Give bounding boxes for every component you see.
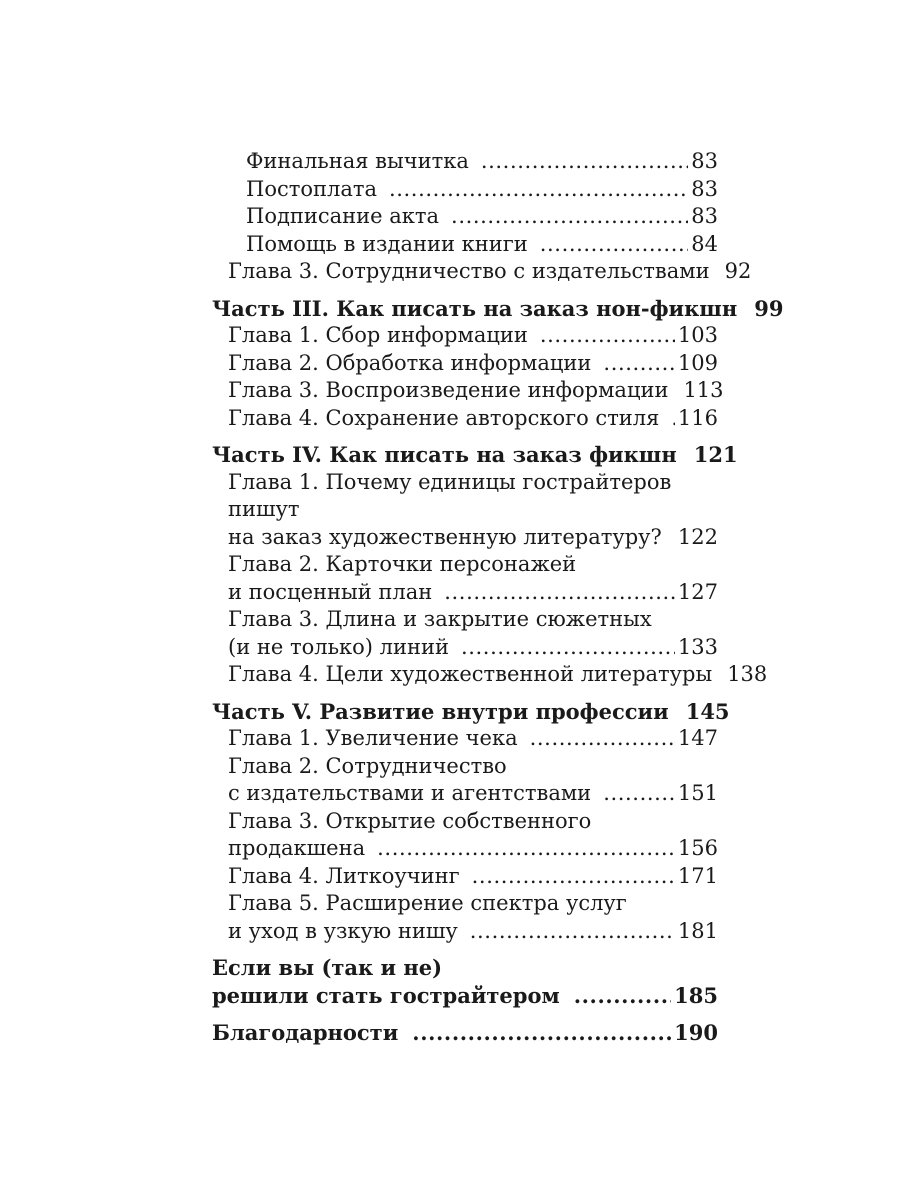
dot-leader bbox=[674, 524, 675, 552]
toc-line bbox=[228, 405, 718, 433]
dot-leader bbox=[574, 982, 671, 1010]
toc-entry-title: Подписание акта bbox=[246, 204, 440, 228]
toc-page-number: 113 bbox=[683, 378, 724, 402]
toc-entry-title: Глава 3. Воспроизведение информации bbox=[228, 378, 669, 402]
toc-line bbox=[212, 441, 738, 469]
toc-page-number: 151 bbox=[677, 781, 718, 805]
toc-page-number: 190 bbox=[674, 1020, 718, 1045]
toc-line: Глава 5. Расширение спектра услуг bbox=[228, 891, 627, 915]
toc-line bbox=[212, 295, 784, 323]
toc-page-number: 84 bbox=[691, 231, 718, 256]
toc-entry-postpay[interactable] bbox=[212, 176, 718, 204]
toc-entry-title: Помощь в издании книги bbox=[246, 231, 528, 256]
toc-entry-part-5[interactable] bbox=[212, 698, 730, 726]
toc-entry-title: и посценный план bbox=[228, 579, 433, 604]
toc-page-number: 181 bbox=[677, 918, 718, 943]
dot-leader bbox=[444, 579, 675, 607]
dot-leader bbox=[530, 725, 675, 753]
toc-entry-chapter-own-production[interactable] bbox=[212, 808, 718, 863]
toc-entry-title: решили стать гострайтером bbox=[212, 982, 560, 1008]
toc-entry-chapter-character-cards[interactable] bbox=[212, 551, 718, 606]
dot-leader bbox=[412, 1019, 671, 1047]
toc-entry-chapter-niche[interactable] bbox=[212, 890, 718, 945]
toc-line: Глава 3. Открытие собственного bbox=[228, 808, 592, 833]
toc-entry-publishing-help[interactable] bbox=[212, 231, 718, 259]
toc-page-number: 138 bbox=[727, 662, 768, 686]
table-of-contents bbox=[212, 148, 784, 1047]
toc-page-number: 103 bbox=[677, 323, 718, 347]
dot-leader bbox=[470, 918, 675, 946]
toc-entry-title: (и не только) линий bbox=[228, 634, 449, 659]
toc-entry-title: с издательствами и агентствами bbox=[228, 781, 592, 805]
toc-entry-title: Глава 2. Обработка информации bbox=[228, 350, 592, 375]
toc-entry-chapter-lit-coaching[interactable] bbox=[212, 863, 718, 891]
toc-page-number: 133 bbox=[677, 634, 718, 659]
toc-entry-title: Глава 4. Сохранение авторского стиля bbox=[228, 405, 660, 430]
toc-entry-epilogue[interactable] bbox=[212, 954, 718, 1009]
toc-line bbox=[212, 698, 730, 726]
toc-line bbox=[228, 661, 768, 689]
toc-page-number: 122 bbox=[677, 524, 718, 549]
dot-leader bbox=[472, 863, 675, 891]
toc-page-number: 99 bbox=[754, 295, 784, 321]
dot-leader bbox=[603, 350, 674, 378]
toc-line bbox=[246, 176, 718, 204]
toc-line: Если вы (так и не) bbox=[212, 955, 443, 980]
dot-leader bbox=[389, 176, 688, 204]
toc-page-number: 147 bbox=[677, 726, 718, 750]
dot-leader bbox=[461, 634, 675, 662]
toc-line bbox=[212, 1019, 718, 1047]
toc-line bbox=[246, 231, 718, 259]
toc-entry-title: Глава 3. Сотрудничество с издательствами bbox=[228, 259, 710, 283]
toc-line: Глава 2. Сотрудничество bbox=[228, 753, 507, 778]
toc-entry-chapter-fiction-goals[interactable] bbox=[212, 661, 768, 689]
toc-entry-title: Финальная вычитка bbox=[246, 149, 469, 173]
toc-entry-title: Часть V. Развитие внутри профессии bbox=[212, 698, 669, 724]
toc-line bbox=[228, 377, 724, 405]
toc-line bbox=[246, 203, 718, 231]
toc-entry-chapter-info-reproduction[interactable] bbox=[212, 377, 724, 405]
toc-entry-final-proofread[interactable] bbox=[212, 148, 718, 176]
toc-entry-chapter-author-style[interactable] bbox=[212, 405, 718, 433]
toc-entry-title: Часть IV. Как писать на заказ фикшн bbox=[212, 442, 677, 467]
dot-leader bbox=[481, 148, 688, 176]
dot-leader bbox=[603, 780, 675, 808]
toc-entry-chapter-why-fiction[interactable] bbox=[212, 469, 718, 552]
toc-page-number: 83 bbox=[691, 176, 718, 201]
toc-line: Глава 3. Длина и закрытие сюжетных bbox=[228, 607, 652, 631]
toc-line bbox=[228, 524, 718, 552]
toc-entry-title: Постоплата bbox=[246, 176, 377, 201]
toc-entry-chapter-raising-rates[interactable] bbox=[212, 725, 718, 753]
toc-page-number: 109 bbox=[677, 350, 718, 375]
toc-entry-title: Глава 4. Цели художественной литературы bbox=[228, 662, 713, 686]
toc-entry-chapter-info-gathering[interactable] bbox=[212, 322, 718, 350]
toc-entry-chapter-info-processing[interactable] bbox=[212, 350, 718, 378]
toc-line bbox=[228, 579, 718, 607]
toc-entry-title: Благодарности bbox=[212, 1020, 399, 1045]
toc-entry-part-4[interactable] bbox=[212, 441, 738, 469]
toc-line bbox=[228, 258, 752, 286]
toc-entry-part-3[interactable] bbox=[212, 295, 784, 323]
toc-line bbox=[246, 148, 718, 176]
toc-entry-title: Глава 1. Сбор информации bbox=[228, 323, 528, 347]
toc-line bbox=[228, 350, 718, 378]
dot-leader bbox=[671, 405, 675, 433]
toc-line bbox=[228, 780, 718, 808]
dot-leader bbox=[451, 203, 688, 231]
toc-page-number: 92 bbox=[724, 259, 752, 283]
toc-line bbox=[228, 725, 718, 753]
toc-page-number: 145 bbox=[685, 698, 730, 724]
toc-entry-chapter-publishers[interactable] bbox=[212, 258, 752, 286]
toc-page-number: 121 bbox=[693, 442, 738, 467]
toc-line bbox=[228, 918, 718, 946]
toc-line: Глава 2. Карточки персонажей bbox=[228, 552, 577, 576]
toc-line bbox=[212, 982, 718, 1010]
dot-leader bbox=[540, 322, 675, 350]
dot-leader bbox=[377, 835, 675, 863]
toc-page-number: 156 bbox=[677, 836, 718, 860]
toc-line bbox=[228, 634, 718, 662]
toc-page-number: 83 bbox=[691, 204, 718, 228]
toc-entry-title: Глава 1. Увеличение чека bbox=[228, 726, 518, 750]
toc-entry-title: Часть III. Как писать на заказ нон-фикшн bbox=[212, 295, 738, 321]
toc-line bbox=[228, 863, 718, 891]
toc-entry-title: продакшена bbox=[228, 836, 366, 860]
toc-line: Глава 1. Почему единицы гострайтеров пишут bbox=[228, 469, 672, 521]
toc-page-number: 127 bbox=[677, 579, 718, 604]
toc-entry-title: на заказ художественную литературу? bbox=[228, 524, 662, 549]
toc-entry-title: и уход в узкую нишу bbox=[228, 918, 458, 943]
dot-leader bbox=[540, 231, 689, 259]
toc-entry-chapter-plot-lines[interactable] bbox=[212, 606, 718, 661]
toc-entry-chapter-agencies[interactable] bbox=[212, 753, 718, 808]
toc-page-number: 185 bbox=[674, 982, 718, 1008]
toc-entry-acknowledgements[interactable] bbox=[212, 1019, 718, 1047]
toc-line bbox=[228, 322, 718, 350]
toc-line bbox=[228, 835, 718, 863]
toc-page-number: 83 bbox=[691, 149, 718, 173]
toc-entry-title: Глава 4. Литкоучинг bbox=[228, 863, 460, 888]
toc-page-number: 171 bbox=[677, 863, 718, 888]
toc-entry-signing-act[interactable] bbox=[212, 203, 718, 231]
toc-page-number: 116 bbox=[677, 405, 718, 430]
